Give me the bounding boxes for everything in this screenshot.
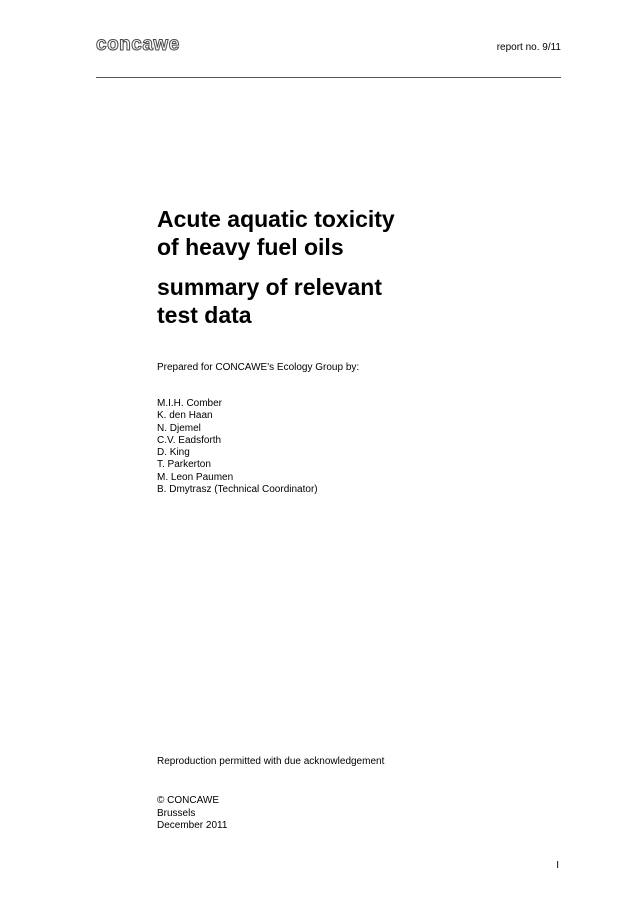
report-number: report no. 9/11 <box>496 42 561 53</box>
author-item: N. Djemel <box>157 422 201 434</box>
title-line-2: of heavy fuel oils <box>157 234 344 260</box>
copyright-date: December 2011 <box>157 820 228 831</box>
prepared-by-text: Prepared for CONCAWE's Ecology Group by: <box>157 362 360 373</box>
reproduction-notice: Reproduction permitted with due acknowledgement <box>157 756 385 767</box>
author-item: D. King <box>157 447 190 459</box>
page-number: I <box>556 860 559 871</box>
document-title <box>157 205 537 329</box>
subtitle-line-1: summary of relevant <box>157 274 382 300</box>
subtitle-line-2: test data <box>157 302 252 328</box>
author-item: M. Leon Paumen <box>157 471 234 483</box>
author-item: M.I.H. Comber <box>157 398 223 409</box>
author-item: T. Parkerton <box>157 459 211 471</box>
author-item: C.V. Eadsforth <box>157 434 222 446</box>
author-item: K. den Haan <box>157 410 213 422</box>
title-line-1: Acute aquatic toxicity <box>157 206 395 232</box>
copyright-block <box>157 795 227 833</box>
copyright-holder: © CONCAWE <box>157 795 219 806</box>
copyright-city: Brussels <box>157 807 196 819</box>
header-divider <box>96 77 561 78</box>
author-item: B. Dmytrasz (Technical Coordinator) <box>157 484 318 496</box>
concawe-logo: concawe <box>96 34 180 55</box>
author-list <box>157 398 318 496</box>
